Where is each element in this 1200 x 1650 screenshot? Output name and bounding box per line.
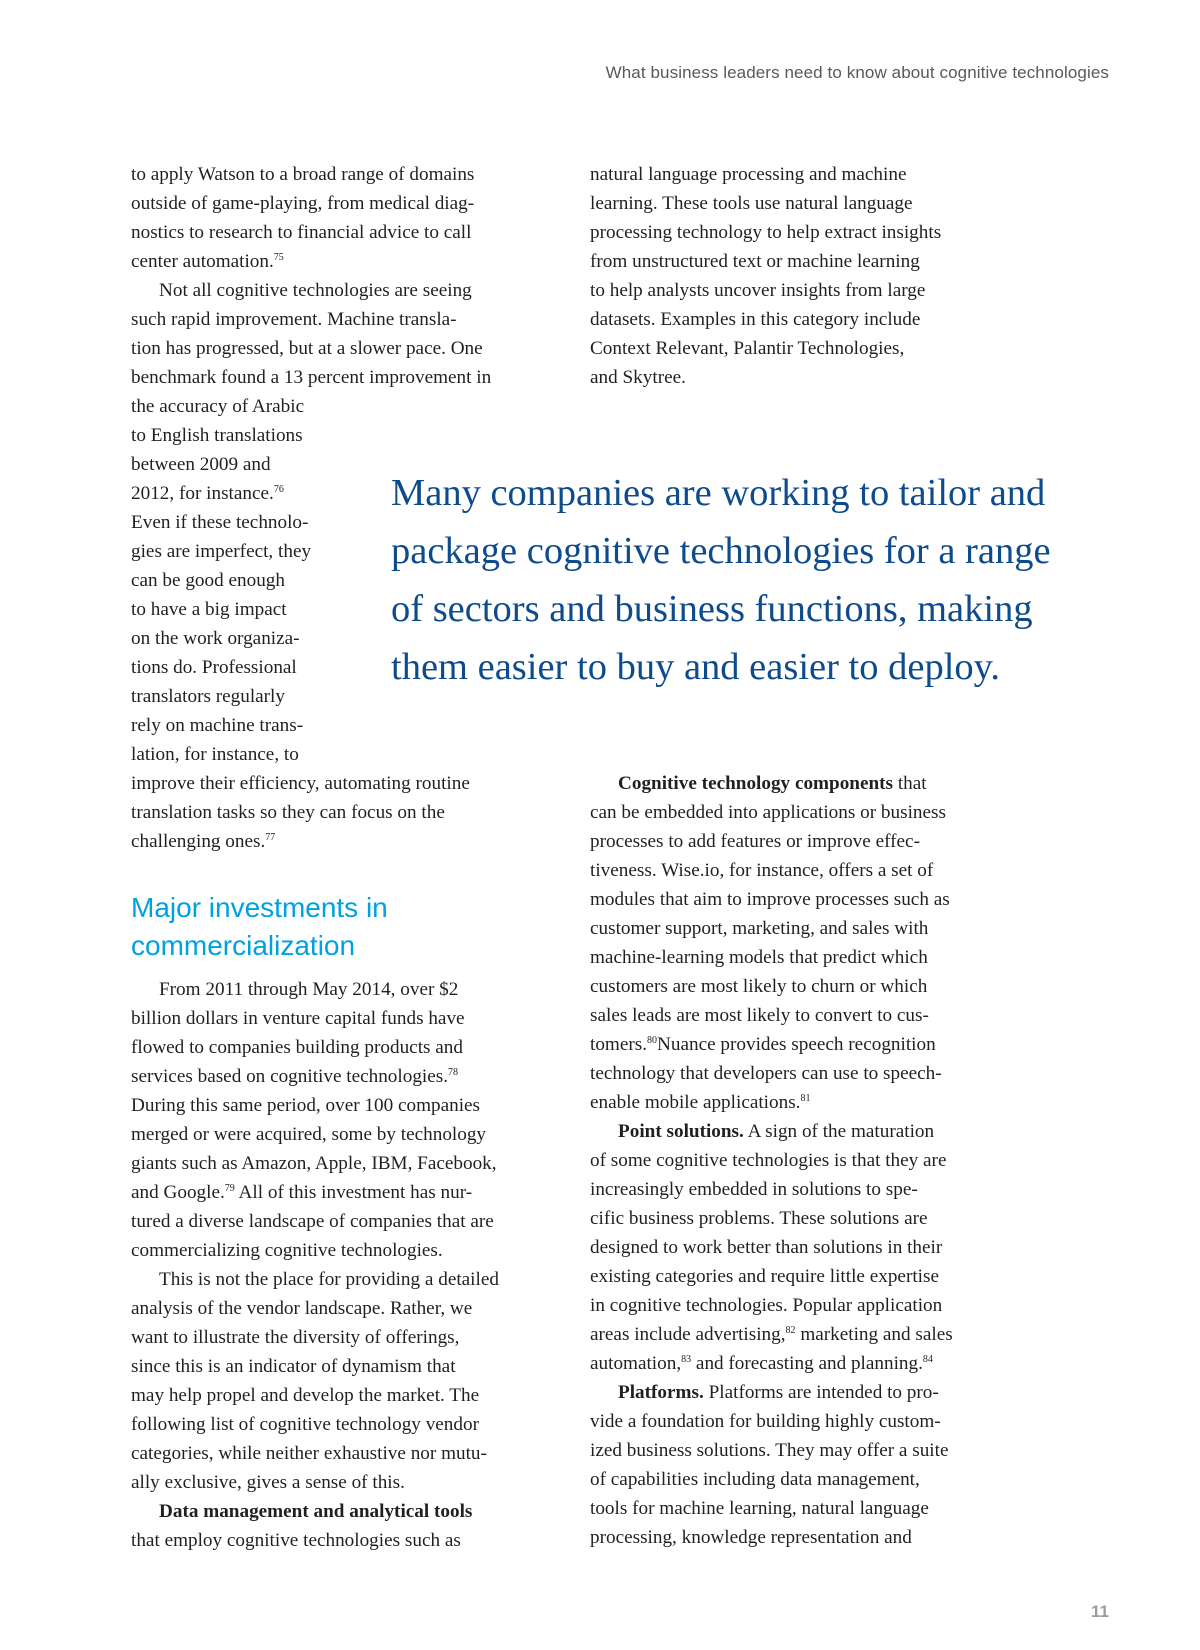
- body-line: from unstructured text or machine learning: [590, 251, 920, 272]
- body-line: areas include advertising,$^{82}$ marketing and sales: [590, 1324, 953, 1345]
- footnote-ref: 80: [647, 1035, 658, 1046]
- body-line: to have a big impact: [131, 599, 287, 620]
- body-line: tion has progressed, but at a slower pace. One: [131, 338, 483, 359]
- pull-quote-line: Many companies are working to tailor and: [391, 472, 1046, 514]
- body-line: services based on cognitive technologies.$^{78}$: [131, 1066, 459, 1087]
- body-line: This is not the place for providing a detailed: [159, 1269, 499, 1290]
- body-line: translators regularly: [131, 686, 285, 707]
- body-line: sales leads are most likely to convert to cus-: [590, 1005, 929, 1026]
- body-line: Point solutions. A sign of the maturation: [618, 1121, 935, 1142]
- body-line: enable mobile applications.$^{81}$: [590, 1092, 811, 1113]
- body-line: and Google.$^{79}$ All of this investment has nur-: [131, 1182, 473, 1203]
- bold-lead: Cognitive technology components: [618, 773, 894, 794]
- body-line: increasingly embedded in solutions to spe-: [590, 1179, 918, 1200]
- section-heading: Major investments in: [131, 892, 388, 923]
- body-line: ally exclusive, gives a sense of this.: [131, 1472, 405, 1493]
- body-line: categories, while neither exhaustive nor mutu-: [131, 1443, 487, 1464]
- body-line: the accuracy of Arabic: [131, 396, 305, 417]
- body-line: can be good enough: [131, 570, 285, 591]
- body-line: to apply Watson to a broad range of domains: [131, 164, 475, 185]
- body-line: such rapid improvement. Machine transla-: [131, 309, 457, 330]
- body-line: Platforms. Platforms are intended to pro-: [618, 1382, 939, 1403]
- body-line: processes to add features or improve effec-: [590, 831, 920, 852]
- footnote-ref: 76: [273, 484, 284, 495]
- body-line: flowed to companies building products and: [131, 1037, 463, 1058]
- body-line: natural language processing and machine: [590, 164, 907, 185]
- body-line: automation,$^{83}$ and forecasting and planning.$^{84}$: [590, 1353, 933, 1374]
- body-line: tiveness. Wise.io, for instance, offers a set of: [590, 860, 934, 881]
- body-line: may help propel and develop the market. The: [131, 1385, 480, 1406]
- running-head: What business leaders need to know about cognitive technologies: [605, 63, 1109, 82]
- body-line: translation tasks so they can focus on the: [131, 802, 445, 823]
- body-line: processing technology to help extract insights: [590, 222, 942, 243]
- bold-lead: Platforms.: [618, 1382, 704, 1403]
- body-line: tions do. Professional: [131, 657, 297, 678]
- body-line: cific business problems. These solutions are: [590, 1208, 928, 1229]
- body-line: datasets. Examples in this category include: [590, 309, 921, 330]
- body-line: nostics to research to financial advice to call: [131, 222, 472, 243]
- body-line: improve their efficiency, automating routine: [131, 773, 470, 794]
- body-line: vide a foundation for building highly custom-: [590, 1411, 941, 1432]
- body-line: center automation.$^{75}$: [131, 251, 284, 272]
- body-line: can be embedded into applications or business: [590, 802, 946, 823]
- body-line: Even if these technolo-: [131, 512, 309, 533]
- body-line: Context Relevant, Palantir Technologies,: [590, 338, 905, 359]
- body-line: Not all cognitive technologies are seeing: [159, 280, 472, 301]
- footnote-ref: 84: [922, 1354, 933, 1365]
- body-line: machine-learning models that predict which: [590, 947, 928, 968]
- body-line: gies are imperfect, they: [131, 541, 312, 562]
- body-line: technology that developers can use to speech-: [590, 1063, 942, 1084]
- footnote-ref: 81: [800, 1093, 811, 1104]
- body-line: lation, for instance, to: [131, 744, 299, 765]
- body-line: From 2011 through May 2014, over $2: [159, 979, 459, 1000]
- pull-quote-line: of sectors and business functions, making: [391, 588, 1033, 630]
- footnote-ref: 79: [224, 1183, 235, 1194]
- pull-quote-line: them easier to buy and easier to deploy.: [391, 646, 1001, 688]
- body-line: merged or were acquired, some by technology: [131, 1124, 487, 1145]
- footnote-ref: 83: [681, 1354, 692, 1365]
- body-line: and Skytree.: [590, 367, 686, 388]
- body-line: ized business solutions. They may offer a suite: [590, 1440, 949, 1461]
- body-line: modules that aim to improve processes such as: [590, 889, 950, 910]
- body-line: Cognitive technology components that: [618, 773, 927, 794]
- body-line: that employ cognitive technologies such as: [131, 1530, 461, 1551]
- body-line: tured a diverse landscape of companies that are: [131, 1211, 494, 1232]
- body-line: of capabilities including data management,: [590, 1469, 920, 1490]
- body-line: to help analysts uncover insights from large: [590, 280, 926, 301]
- body-line: processing, knowledge representation and: [590, 1527, 912, 1548]
- body-line: customer support, marketing, and sales with: [590, 918, 929, 939]
- body-line: rely on machine trans-: [131, 715, 304, 736]
- body-line: 2012, for instance.$^{76}$: [131, 483, 284, 504]
- body-line: commercializing cognitive technologies.: [131, 1240, 443, 1261]
- bold-lead: Point solutions.: [618, 1121, 744, 1142]
- body-line: since this is an indicator of dynamism that: [131, 1356, 456, 1377]
- body-line: analysis of the vendor landscape. Rather, we: [131, 1298, 473, 1319]
- body-line: between 2009 and: [131, 454, 271, 475]
- body-line: following list of cognitive technology vendor: [131, 1414, 479, 1435]
- footnote-ref: 75: [273, 252, 284, 263]
- pull-quote-line: package cognitive technologies for a range: [391, 530, 1051, 572]
- body-line: challenging ones.$^{77}$: [131, 831, 276, 852]
- body-line: of some cognitive technologies is that they are: [590, 1150, 947, 1171]
- body-line: outside of game-playing, from medical diag-: [131, 193, 475, 214]
- body-line: learning. These tools use natural language: [590, 193, 913, 214]
- body-line: During this same period, over 100 companies: [131, 1095, 481, 1116]
- body-line: in cognitive technologies. Popular application: [590, 1295, 943, 1316]
- body-line: billion dollars in venture capital funds have: [131, 1008, 465, 1029]
- body-line: giants such as Amazon, Apple, IBM, Facebook,: [131, 1153, 497, 1174]
- body-line: want to illustrate the diversity of offerings,: [131, 1327, 460, 1348]
- body-line: to English translations: [131, 425, 303, 446]
- body-line: benchmark found a 13 percent improvement in: [131, 367, 492, 388]
- footnote-ref: 78: [448, 1067, 459, 1078]
- body-line: existing categories and require little expertise: [590, 1266, 939, 1287]
- body-line: tools for machine learning, natural language: [590, 1498, 929, 1519]
- page-number: 11: [1091, 1602, 1109, 1621]
- body-line: tomers.$^{80}$Nuance provides speech recognition: [590, 1034, 936, 1055]
- footnote-ref: 77: [265, 832, 276, 843]
- body-line: designed to work better than solutions in their: [590, 1237, 943, 1258]
- footnote-ref: 82: [785, 1325, 796, 1336]
- section-heading: commercialization: [131, 930, 356, 961]
- bold-lead: Data management and analytical tools: [159, 1501, 473, 1522]
- body-line: on the work organiza-: [131, 628, 300, 649]
- body-line: customers are most likely to churn or which: [590, 976, 928, 997]
